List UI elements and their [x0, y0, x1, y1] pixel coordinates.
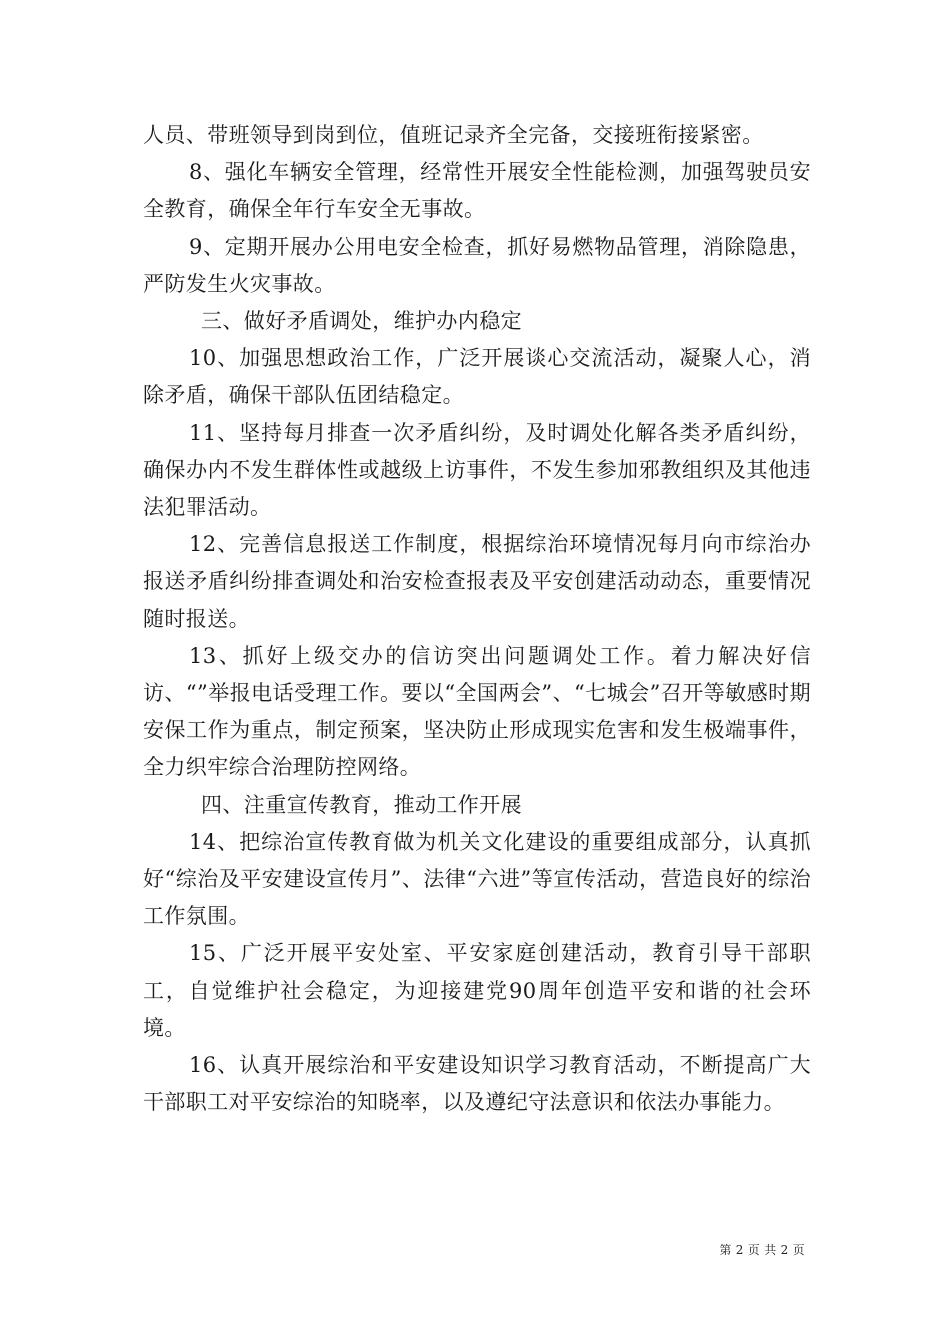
section-heading-3: 三、做好矛盾调处，维护办内稳定 [201, 309, 522, 334]
page-number: 第 2 页 共 2 页 [719, 1243, 805, 1257]
paragraph-item-9: 9、定期开展办公用电安全检查，抓好易燃物品管理，消除隐患，严防发生火灾事故。 [143, 234, 811, 296]
paragraph-item-14: 14、把综治宣传教育做为机关文化建设的重要组成部分，认真抓好“综治及平安建设宣传月”、法律“六进”等宣传活动，营造良好的综治工作氛围。 [143, 829, 811, 929]
paragraph-item-12: 12、完善信息报送工作制度，根据综治环境情况每月向市综治办报送矛盾纠纷排查调处和治安检查报表及平安创建活动动态，重要情况随时报送。 [143, 532, 811, 631]
paragraph-item-11: 11、坚持每月排查一次矛盾纠纷，及时调处化解各类矛盾纠纷，确保办内不发生群体性或越级上访事件，不发生参加邪教组织及其他违法犯罪活动。 [143, 420, 811, 520]
section-heading-4: 四、注重宣传教育，推动工作开展 [201, 792, 522, 817]
paragraph-item-8: 8、强化车辆安全管理，经常性开展安全性能检测，加强驾驶员安全教育，确保全年行车安全无事故。 [143, 160, 811, 222]
document-body [143, 117, 811, 1121]
paragraph-item-16: 16、认真开展综治和平安建设知识学习教育活动，不断提高广大干部职工对平安综治的知晓率，以及遵纪守法意识和依法办事能力。 [143, 1053, 811, 1115]
paragraph-item-15: 15、广泛开展平安处室、平安家庭创建活动，教育引导干部职工，自觉维护社会稳定，为迎接建党90周年创造平安和谐的社会环境。 [143, 941, 811, 1040]
paragraph-continuation: 人员、带班领导到岗到位，值班记录齐全完备，交接班衔接紧密。 [143, 123, 764, 147]
paragraph-item-13: 13、抓好上级交办的信访突出问题调处工作。着力解决好信访、“”举报电话受理工作。要以“全国两会”、“七城会”召开等敏感时期安保工作为重点，制定预案，坚决防止形成现实危害和发生极端事件，全力织牢综合治理防控网络。 [143, 643, 811, 780]
paragraph-item-10: 10、加强思想政治工作，广泛开展谈心交流活动，凝聚人心，消除矛盾，确保干部队伍团结稳定。 [143, 346, 811, 408]
